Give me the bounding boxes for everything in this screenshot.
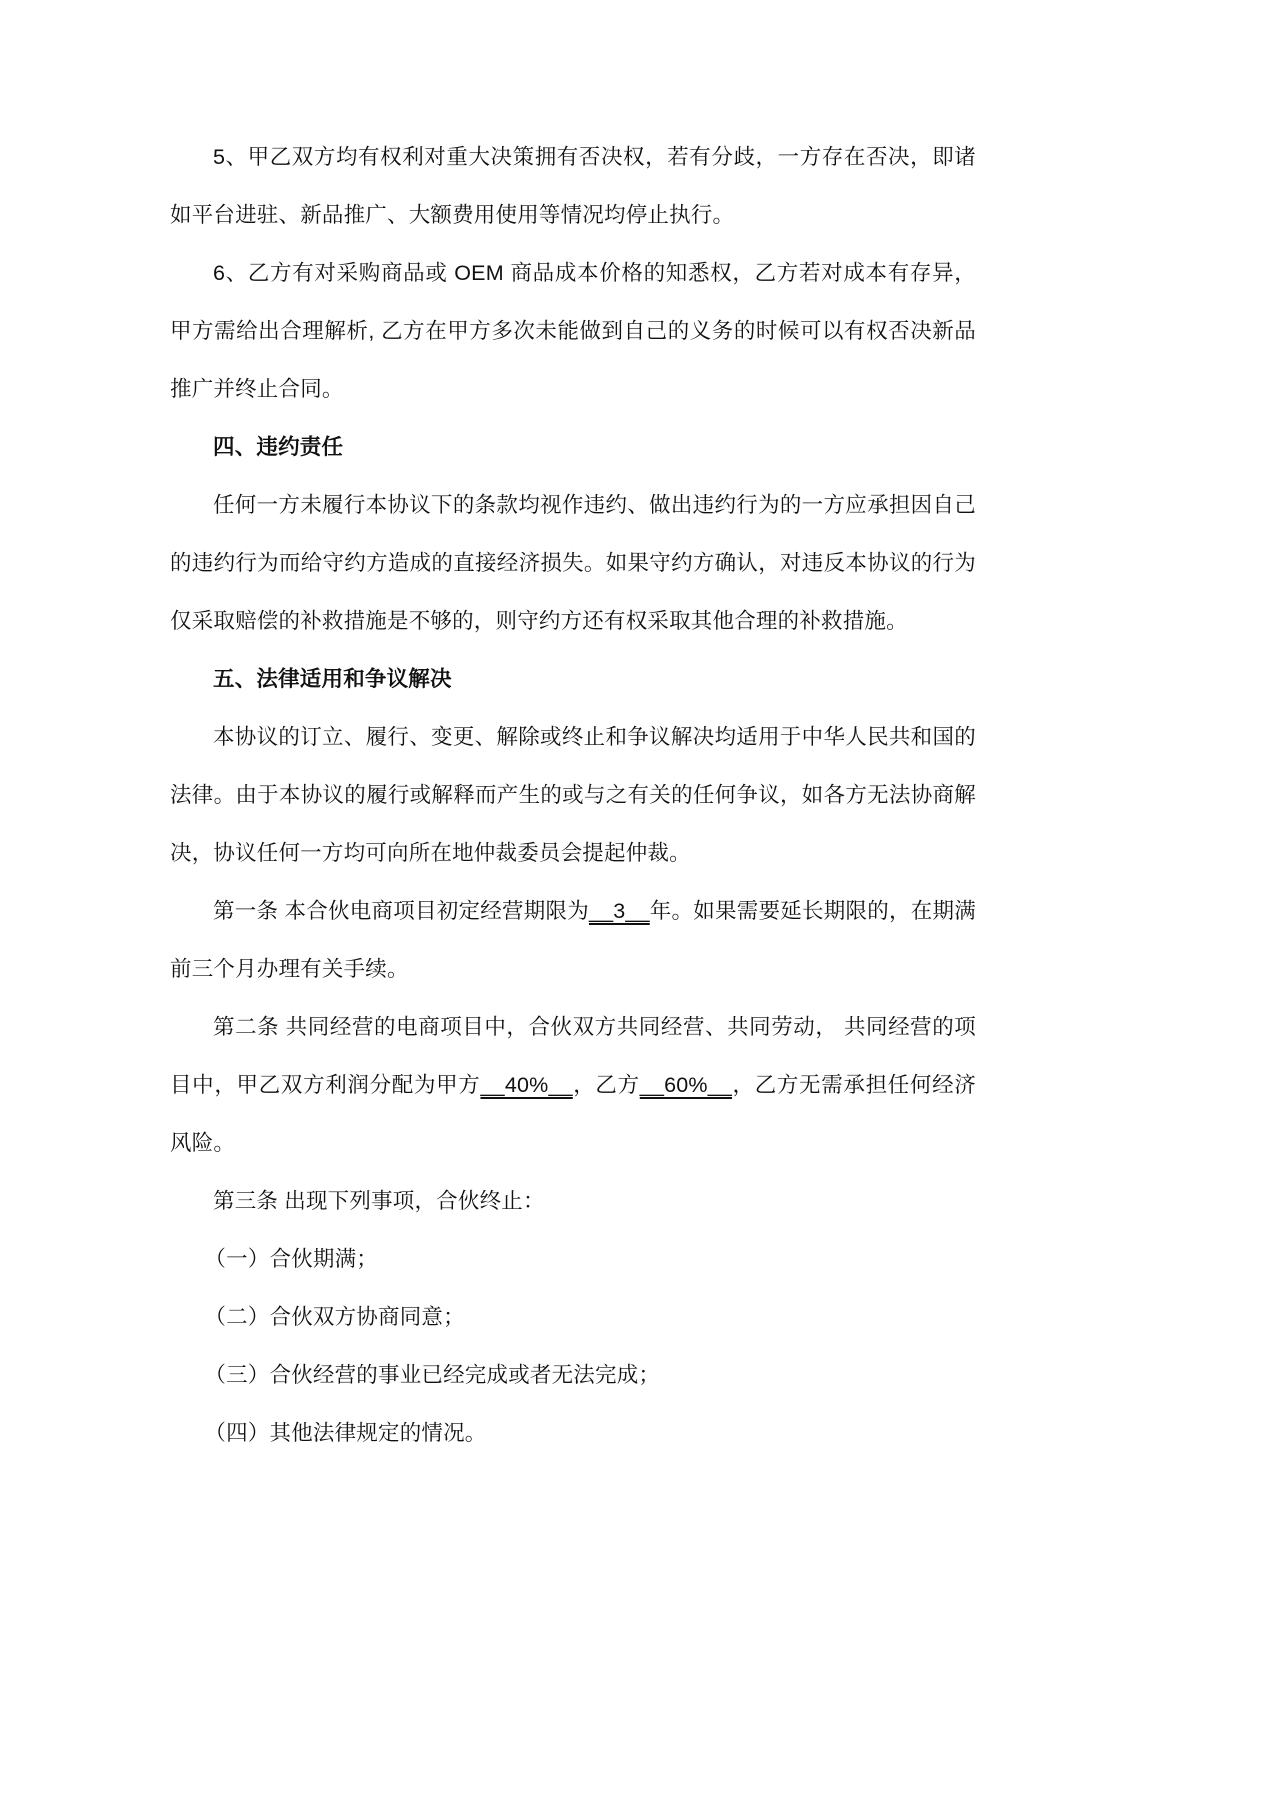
article-2-party-b-share-blank: __60%__ — [639, 1073, 733, 1097]
article-3-list-item-3: （三）合伙经营的事业已经完成或者无法完成； — [204, 1363, 661, 1387]
article-2-text-after: ，乙方无需承担任何经济风险。 — [170, 1073, 976, 1155]
article-3-list-item-4: （四）其他法律规定的情况。 — [204, 1421, 487, 1445]
section-4-heading: 四、违约责任 — [213, 435, 344, 459]
document-body — [170, 128, 976, 1462]
article-1-paragraph — [170, 882, 976, 998]
article-1-text-before: 本合伙电商项目初定经营期限为 — [278, 899, 589, 923]
article-1-term-blank: __3__ — [588, 899, 650, 923]
article-2-party-a-share-blank: __40%__ — [480, 1073, 573, 1097]
article-3-list-item-2: （二）合伙双方协商同意； — [204, 1305, 465, 1329]
clause-6-paragraph: 6、乙方有对采购商品或 OEM 商品成本价格的知悉权，乙方若对成本有存异，甲方需给出合理解析, 乙方在甲方多次未能做到自己的义务的时候可以有权否决新品推广并终止合同。 — [170, 261, 976, 401]
section-4-body-paragraph: 任何一方未履行本协议下的条款均视作违约、做出违约行为的一方应承担因自己的违约行为而给守约方造成的直接经济损失。如果守约方确认，对违反本协议的行为仅采取赔偿的补救措施是不够的，则守约方还有权采取其他合理的补救措施。 — [170, 493, 976, 633]
clause-5-paragraph: 5、甲乙双方均有权利对重大决策拥有否决权，若有分歧，一方存在否决，即诸如平台进驻、新品推广、大额费用使用等情况均停止执行。 — [170, 145, 976, 227]
article-2-label: 第二条 — [213, 1015, 280, 1039]
article-3-list-item-1: （一）合伙期满； — [204, 1247, 378, 1271]
article-1-text-after: 年。如果需要延长期限的，在期满前三个月办理有关手续。 — [170, 899, 976, 981]
article-3-text: 出现下列事项，合伙终止： — [278, 1189, 545, 1213]
article-3-label: 第三条 — [213, 1189, 279, 1213]
section-5-body-paragraph: 本协议的订立、履行、变更、解除或终止和争议解决均适用于中华人民共和国的法律。由于本协议的履行或解释而产生的或与之有关的任何争议，如各方无法协商解决，协议任何一方均可向所在地仲裁委员会提起仲裁。 — [170, 725, 976, 865]
article-3-paragraph — [170, 1172, 976, 1230]
article-2-text-middle: ，乙方 — [572, 1073, 640, 1097]
article-1-label: 第一条 — [213, 899, 279, 923]
article-2-paragraph — [170, 998, 976, 1172]
article-2-text-before: 共同经营的电商项目中，合伙双方共同经营、共同劳动， 共同经营的项目中，甲乙双方利润分配为甲方 — [170, 1015, 976, 1097]
section-5-heading: 五、法律适用和争议解决 — [213, 667, 452, 691]
